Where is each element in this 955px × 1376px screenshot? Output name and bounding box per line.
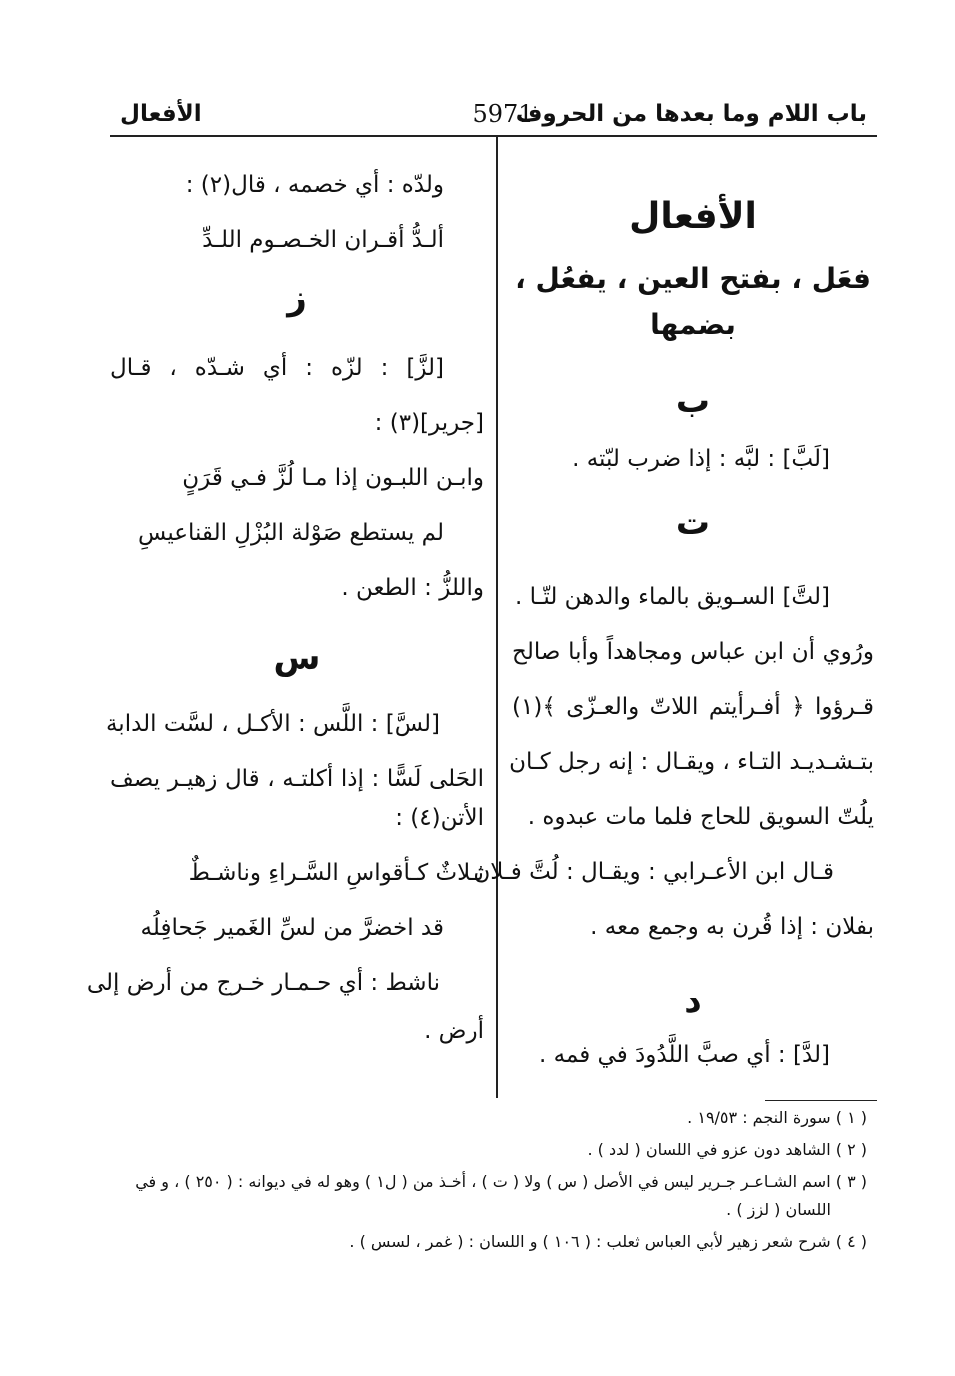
section-subtitle: فعَل ، بفتح العين ، يفعُل ، بضمها <box>515 262 871 341</box>
footnote: ( ٣ ) اسم الشـاعـر جـرير ليس في الأصل ( س ) ولا ( ت ) ، أخـذ من ( ل١ ) وهو له في ديوانه : ( ٢٥٠ ) ، و في <box>135 1172 867 1191</box>
entry-ladd-cont-line: ولدّه : أي خصمه ، قال(٢) : <box>185 172 444 198</box>
entry-labb: [لَبَّ] : لبَّه : إذا ضرب لبّته . <box>572 446 830 472</box>
footnote: ( ١ ) سورة النجم : ١٩/٥٣ . <box>687 1108 867 1127</box>
footnote-rule <box>765 1100 877 1101</box>
entry-latt-line: بفلان : إذا قُرن به وجمع معه . <box>590 914 874 940</box>
entry-lass-line: الحَلى لَسًّا : إذا أكلتـه ، قال زهيـر يصف <box>110 766 484 792</box>
entry-ladd: [لدَّ] : أي صبَّ اللَّدُودَ في فمه . <box>539 1042 830 1068</box>
right-column <box>473 150 874 1070</box>
entry-lass-line: ناشط : أي حـمـار خـرج من أرض إلى <box>86 970 440 996</box>
letter-heading-t: ت <box>675 503 711 543</box>
entry-latt-line: قـرؤوا ﴿ أفـرأيتم اللاتّ والعـزّى ﴾(١) <box>512 694 874 720</box>
footnote: اللسان ( لزز ) . <box>726 1200 831 1219</box>
verse-line: ألـدُّ أقـران الخـصـوم اللـدِّ <box>202 227 444 253</box>
entry-lazz-line: واللزُّ : الطعن . <box>341 575 484 601</box>
letter-heading-d: د <box>684 981 702 1021</box>
entry-latt-line: ورُوي أن ابن عباس ومجاهداً وأبا صالح <box>512 639 874 665</box>
letter-heading-z: ز <box>287 278 307 318</box>
entry-latt-line: [لتَّ] السـويق بالماء والدهن لتّـا . <box>515 584 830 610</box>
letter-heading-b: ب <box>675 381 711 421</box>
verse-line: قد اخضرَّ من لسِّ الغَمير جَحافِلُه <box>140 915 444 941</box>
entry-latt-line: يلُتّ السويق للحاج فلما مات عبدوه . <box>527 804 874 830</box>
page-number: 5971 <box>472 100 534 128</box>
header-rule <box>110 135 877 137</box>
verse-line: لم يستطع صَوْلة البُزْلِ القناعيسِ <box>138 520 444 546</box>
entry-lass-line: [لسَّ] : اللَّس : الأكـل ، لسَّت الدابة <box>105 711 440 737</box>
footnote: ( ٢ ) الشاهد دون عزو في اللسان ( لدد ) . <box>587 1140 867 1159</box>
entry-latt-line: قـال ابن الأعـرابي : ويقـال : لُتَّ فـلان <box>473 859 834 885</box>
column-divider <box>496 137 498 1098</box>
verse-line: وابـن اللبـون إذا مـا لُزَّ فـي قَرَنٍ <box>182 465 484 491</box>
section-title: الأفعال <box>629 196 757 237</box>
entry-lass-line: الأتن(٤) : <box>395 805 484 831</box>
letter-heading-s: س <box>273 638 321 678</box>
footnote: ( ٤ ) شرح شعر زهير لأبي العباس ثعلب : ( ١٠٦ ) و اللسان : ( غمر ، لسس ) . <box>349 1232 867 1251</box>
footnotes <box>108 1108 867 1252</box>
entry-lazz-line: [لزَّ] : لزّه : أي شـدّه ، قـال <box>110 355 444 381</box>
verse-line: ثـلاثٌ كـأقواسِ السَّـراءِ وناشـطٌ <box>188 860 484 886</box>
entry-latt-line: بتـشـديـد التـاء ، ويقـال : إنه رجل كـان <box>509 749 874 775</box>
left-column <box>86 150 484 1046</box>
chapter-header: باب اللام وما بعدها من الحروف <box>515 101 867 127</box>
entry-lazz-line: [جرير](٣) : <box>374 410 484 436</box>
section-header: الأفعال <box>120 101 202 127</box>
entry-lass-line: أرض . <box>424 1018 484 1044</box>
